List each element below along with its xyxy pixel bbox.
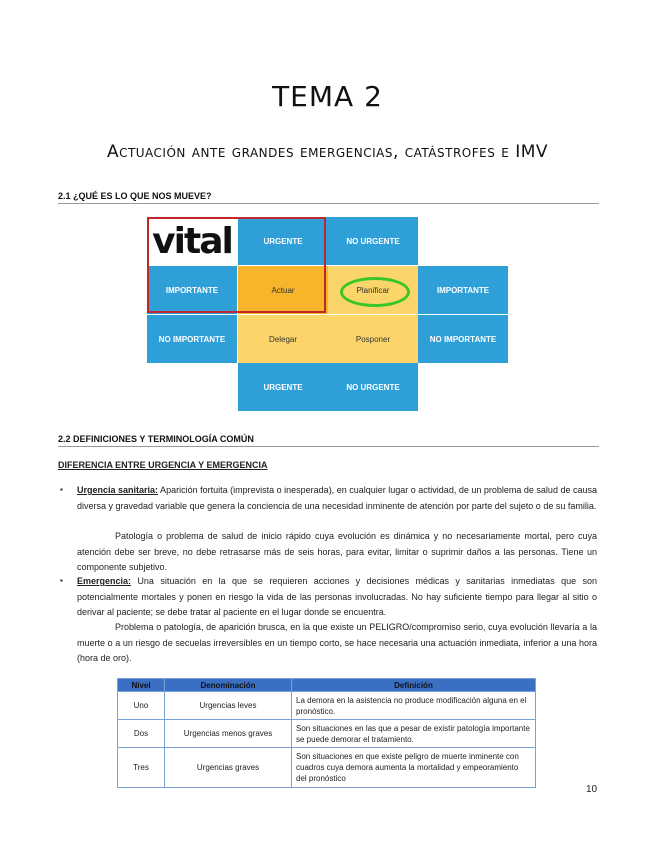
matrix-no-urgente-bottom: NO URGENTE [328,363,418,411]
table-row [118,692,536,720]
matrix-urgente-bottom: URGENTE [238,363,328,411]
emergencia-text: Una situación en la que se requieren acciones y decisiones médicas y sanitarias inmediatas que son potencialmente mortales y ponen en riesgo la vida de las personas involucradas. No hay suficiente tiempo para llegar al sitio o derivar al paciente; se debe tratar al paciente en el lugar donde se encuentra. [77,576,597,617]
table-cell-definicion: Son situaciones en que existe peligro de muerte inminente con cuadros cuya demora aumenta la mortalidad y empeoramiento del pronóstico [292,748,536,788]
page-subtitle: Actuación ante grandes emergencias, catástrofes e IMV [106,142,549,162]
matrix-no-importante-right: NO IMPORTANTE [418,315,508,363]
table-row [118,720,536,748]
table-cell-definicion: La demora en la asistencia no produce modificación alguna en el pronóstico. [292,692,536,720]
urgencia-detail: Patología o problema de salud de inicio rápido cuya evolución es dinámica y no necesariamente mortal, pero cuya atención debe ser breve, no debe retrasarse más de seis horas, para evitar, limitar o suprimir daños a las personas. Tiene un componente subjetivo. [77,531,597,572]
table-cell-denominacion: Urgencias leves [165,692,292,720]
page-number: 10 [586,784,598,795]
table-row [118,748,536,788]
matrix-urgente-top: URGENTE [238,217,328,265]
matrix-actuar: Actuar [238,266,328,314]
matrix-importante-right: IMPORTANTE [418,266,508,314]
table-header-row [118,679,536,692]
subheading-urgencia-emergencia: DIFERENCIA ENTRE URGENCIA Y EMERGENCIA [58,460,268,470]
table-cell-denominacion: Urgencias graves [165,748,292,788]
matrix-no-urgente-top: NO URGENTE [328,217,418,265]
table-cell-nivel: Uno [118,692,165,720]
highlight-red-frame [147,217,326,313]
page-title: TEMA 2 [272,80,383,113]
table-cell-denominacion: Urgencias menos graves [165,720,292,748]
table-header-nivel: Nivel [118,679,165,692]
bullet-icon: ▪ [60,576,63,585]
section-heading-2-1: 2.1 ¿QUÉ ES LO QUE NOS MUEVE? [58,191,599,204]
emergencia-definition [77,574,597,621]
highlight-green-ellipse [340,277,410,307]
matrix-no-importante-left: NO IMPORTANTE [147,315,237,363]
section-heading-2-2: 2.2 DEFINICIONES Y TERMINOLOGÍA COMÚN [58,434,599,447]
table-cell-nivel: Dos [118,720,165,748]
table-header-definicion: Definición [292,679,536,692]
matrix-importante-left: IMPORTANTE [147,266,237,314]
matrix-planificar: Planificar [328,266,418,314]
emergencia-term: Emergencia: [77,576,132,586]
table-header-denominacion: Denominación [165,679,292,692]
urgency-levels-table [117,678,536,788]
bullet-icon: ▪ [60,485,63,494]
urgencia-term: Urgencia sanitaria: [77,485,159,495]
table-cell-definicion: Son situaciones en las que a pesar de existir patología importante se puede demorar el tratamiento. [292,720,536,748]
matrix-posponer: Posponer [328,315,418,363]
matrix-delegar: Delegar [238,315,328,363]
vital-logo-text: vital [152,220,232,262]
emergencia-detail: Problema o patología, de aparición brusca, en la que existe un PELIGRO/compromiso serio, cuya evolución llevaría a la muerte o a un riesgo de secuelas irreversibles en un tiempo corto, se hace necesaria una actuación inmediata, inferior a una hora (hora de oro). [77,622,597,663]
urgencia-definition [77,483,597,514]
table-cell-nivel: Tres [118,748,165,788]
urgencia-text: Aparición fortuita (imprevista o inesperada), en cualquier lugar o actividad, de un problema de salud de causa diversa y gravedad variable que genera la conciencia de una necesidad inminente de atención por parte del sujeto o de su familia. [77,485,597,511]
